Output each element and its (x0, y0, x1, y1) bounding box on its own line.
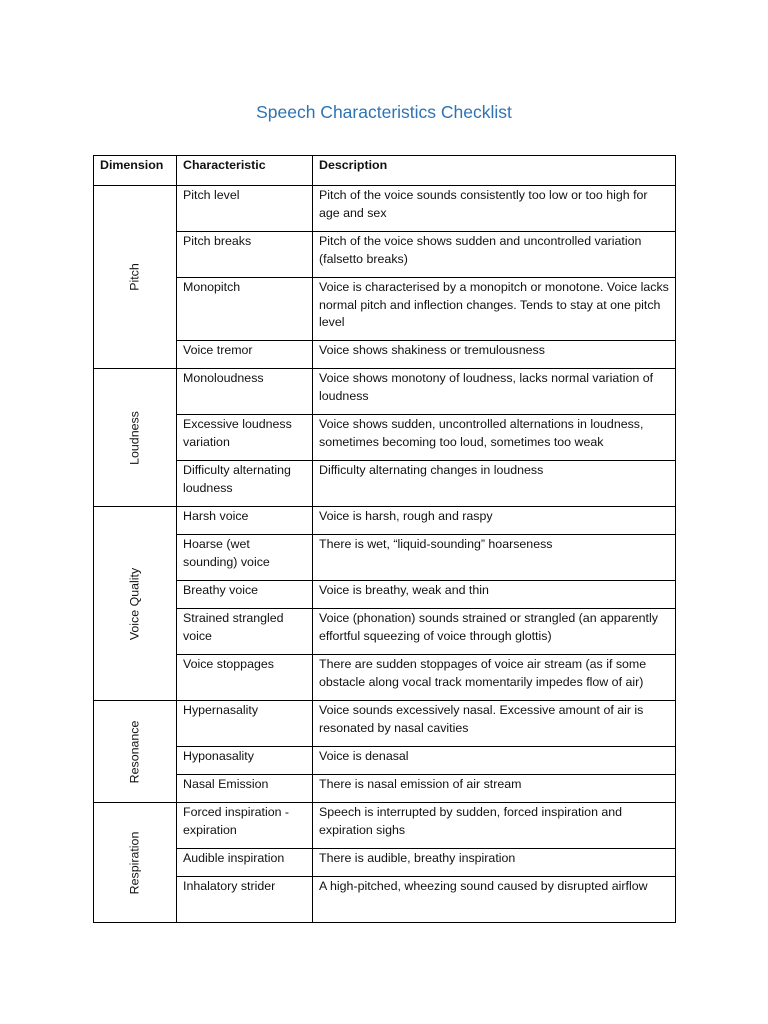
dimension-label: Resonance (127, 720, 142, 783)
description-cell: Speech is interrupted by sudden, forced inspiration and expiration sighs (313, 803, 676, 849)
page-title: Speech Characteristics Checklist (256, 102, 512, 122)
description-cell: Voice (phonation) sounds strained or strangled (an apparently effortful squeezing of voice through glottis) (313, 609, 676, 655)
dimension-respiration (94, 803, 177, 923)
table-row (94, 747, 676, 775)
characteristic-cell: Voice tremor (177, 341, 313, 369)
description-cell: Difficulty alternating changes in loudness (313, 461, 676, 507)
table-header-row (94, 156, 676, 186)
characteristic-cell: Breathy voice (177, 581, 313, 609)
table-row (94, 655, 676, 701)
dimension-label: Voice Quality (127, 567, 142, 640)
header-characteristic: Characteristic (177, 156, 313, 186)
table-row (94, 803, 676, 849)
table-row (94, 369, 676, 415)
table-row (94, 232, 676, 278)
characteristic-cell: Hoarse (wet sounding) voice (177, 535, 313, 581)
dimension-label: Respiration (127, 831, 142, 894)
description-cell: There are sudden stoppages of voice air stream (as if some obstacle along vocal track momentarily impedes flow of air) (313, 655, 676, 701)
table-row (94, 341, 676, 369)
description-cell: There is nasal emission of air stream (313, 775, 676, 803)
dimension-voice-quality (94, 507, 177, 701)
table-row (94, 415, 676, 461)
header-description: Description (313, 156, 676, 186)
description-cell: There is wet, “liquid-sounding” hoarseness (313, 535, 676, 581)
characteristic-cell: Harsh voice (177, 507, 313, 535)
dimension-label: Pitch (127, 263, 142, 291)
description-cell: Pitch of the voice shows sudden and uncontrolled variation (falsetto breaks) (313, 232, 676, 278)
characteristic-cell: Strained strangled voice (177, 609, 313, 655)
characteristic-cell: Voice stoppages (177, 655, 313, 701)
description-cell: There is audible, breathy inspiration (313, 849, 676, 877)
characteristic-cell: Monoloudness (177, 369, 313, 415)
dimension-resonance (94, 701, 177, 803)
table-row (94, 849, 676, 877)
dimension-pitch (94, 186, 177, 369)
description-cell: Voice is characterised by a monopitch or monotone. Voice lacks normal pitch and inflection changes. Tends to stay at one pitch level (313, 278, 676, 341)
table-row (94, 609, 676, 655)
table-row (94, 877, 676, 923)
characteristic-cell: Pitch level (177, 186, 313, 232)
description-cell: Pitch of the voice sounds consistently too low or too high for age and sex (313, 186, 676, 232)
table-row (94, 461, 676, 507)
characteristic-cell: Difficulty alternating loudness (177, 461, 313, 507)
description-cell: Voice shows shakiness or tremulousness (313, 341, 676, 369)
table-row (94, 535, 676, 581)
description-cell: Voice sounds excessively nasal. Excessive amount of air is resonated by nasal cavities (313, 701, 676, 747)
description-cell: Voice is denasal (313, 747, 676, 775)
characteristic-cell: Forced inspiration - expiration (177, 803, 313, 849)
dimension-label: Loudness (127, 410, 142, 465)
characteristic-cell: Hyponasality (177, 747, 313, 775)
characteristic-cell: Monopitch (177, 278, 313, 341)
characteristic-cell: Nasal Emission (177, 775, 313, 803)
characteristic-cell: Inhalatory strider (177, 877, 313, 923)
header-dimension: Dimension (94, 156, 177, 186)
table-row (94, 775, 676, 803)
description-cell: Voice is breathy, weak and thin (313, 581, 676, 609)
dimension-loudness (94, 369, 177, 507)
characteristic-cell: Audible inspiration (177, 849, 313, 877)
characteristic-cell: Pitch breaks (177, 232, 313, 278)
description-cell: A high-pitched, wheezing sound caused by disrupted airflow (313, 877, 676, 923)
description-cell: Voice shows sudden, uncontrolled alternations in loudness, sometimes becoming too loud, sometimes too weak (313, 415, 676, 461)
checklist-table (93, 155, 676, 923)
description-cell: Voice is harsh, rough and raspy (313, 507, 676, 535)
characteristic-cell: Excessive loudness variation (177, 415, 313, 461)
table-row (94, 278, 676, 341)
table-row (94, 507, 676, 535)
table-row (94, 701, 676, 747)
table-row (94, 186, 676, 232)
description-cell: Voice shows monotony of loudness, lacks normal variation of loudness (313, 369, 676, 415)
table-row (94, 581, 676, 609)
characteristic-cell: Hypernasality (177, 701, 313, 747)
